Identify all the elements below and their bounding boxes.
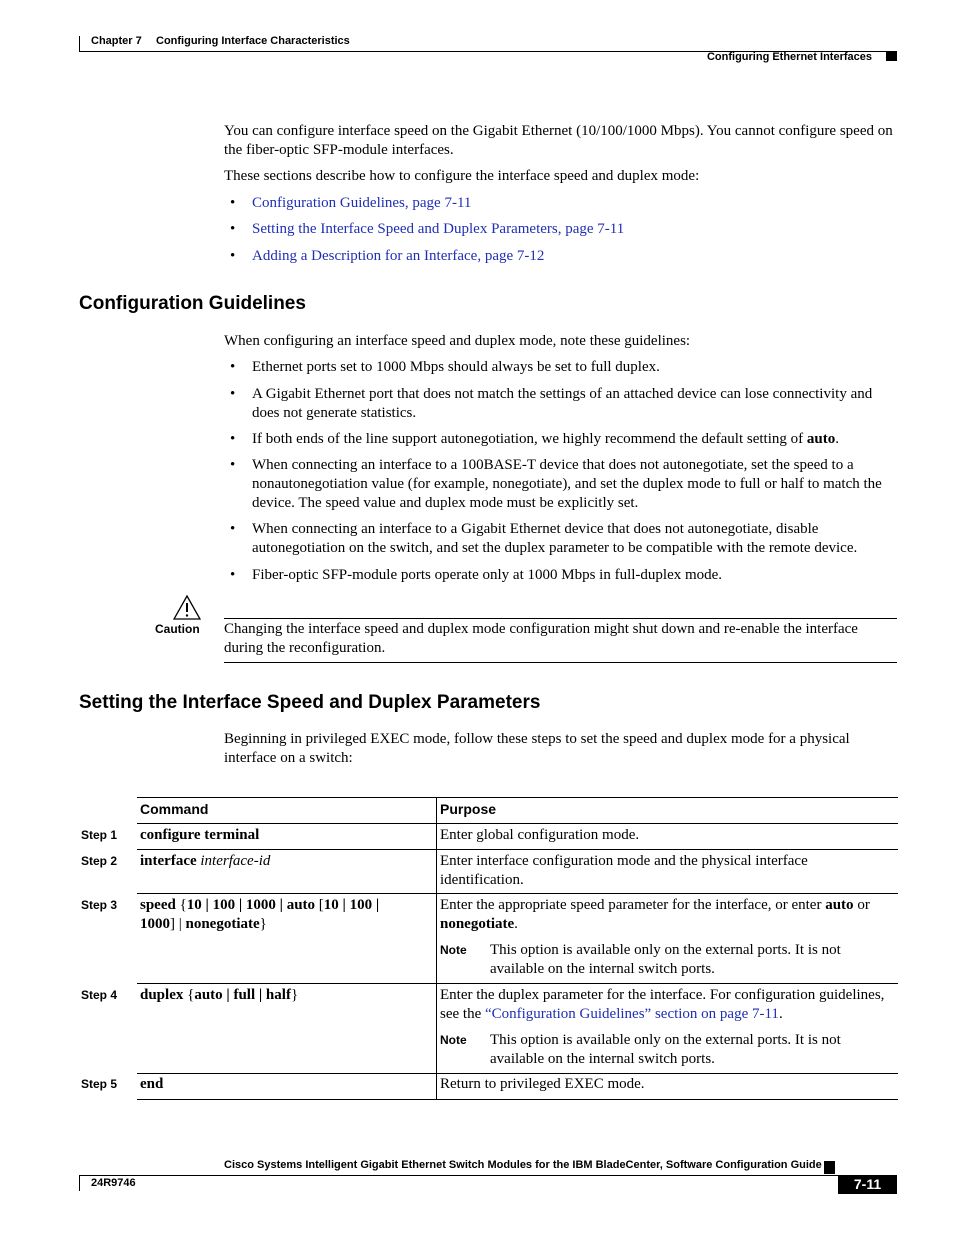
bullet: •: [230, 521, 236, 537]
command-line: speed {10 | 100 | 1000 | auto [10 | 100 |: [140, 897, 380, 913]
command-cell: end: [140, 1076, 164, 1092]
table-rule: [137, 893, 898, 894]
footer-doc-number: 24R9746: [91, 1177, 136, 1189]
note-text: This option is available only on the external ports. It is not available on the internal switch ports.: [490, 1032, 841, 1067]
note-text: This option is available only on the external ports. It is not available on the internal switch ports.: [490, 942, 841, 977]
command-line: 1000] | nonegotiate}: [140, 916, 267, 932]
guideline-text: Ethernet ports set to 1000 Mbps should always be set to full duplex.: [252, 359, 660, 375]
column-header-purpose: Purpose: [440, 801, 497, 817]
footer-rule: [79, 1175, 897, 1176]
note-label: Note: [440, 1033, 467, 1047]
guideline-text: Fiber-optic SFP-module ports operate only at 1000 Mbps in full-duplex mode.: [252, 567, 723, 583]
setting-lead: Beginning in privileged EXEC mode, follow these steps to set the speed and duplex mode for a physical interface on a switch:: [224, 731, 850, 766]
command-cell: duplex {auto | full | half}: [140, 987, 299, 1003]
guideline-text: If both ends of the line support autonegotiation, we highly recommend the default setting of auto.: [252, 431, 839, 447]
table-rule-bottom: [137, 1099, 898, 1100]
guideline-text: When connecting an interface to a 100BASE-T device that does not autonegotiate, set the speed to a nonautonegotiation value (for example, nonegotiate), and set the duplex mode to full or half to match the device. The speed value and duplex mode must be explicitly set.: [252, 457, 882, 511]
bullet: •: [230, 359, 236, 375]
caution-top-rule: [224, 618, 897, 619]
purpose-cell: Enter the appropriate speed parameter for the interface, or enter auto or nonegotiate.: [440, 897, 870, 932]
link-configuration-guidelines-section[interactable]: “Configuration Guidelines” section on page 7-11: [484, 1006, 779, 1022]
purpose-cell: Enter the duplex parameter for the interface. For configuration guidelines, see the “Configuration Guidelines” section on page 7-11.: [440, 987, 885, 1022]
header-chapter: Chapter 7: [91, 35, 142, 47]
bullet: •: [230, 221, 236, 237]
link-configuration-guidelines[interactable]: Configuration Guidelines, page 7-11: [252, 195, 472, 211]
command-cell: [140, 896, 430, 934]
section-heading-guidelines: Configuration Guidelines: [79, 293, 306, 314]
link-setting-speed-duplex[interactable]: Setting the Interface Speed and Duplex Parameters, page 7-11: [252, 221, 625, 237]
bullet: •: [230, 567, 236, 583]
caution-label: Caution: [155, 622, 200, 636]
footer-title: Cisco Systems Intelligent Gigabit Ethernet Switch Modules for the IBM BladeCenter, Software Configuration Guide: [224, 1159, 822, 1171]
header-marker: [886, 51, 897, 61]
header-section: Configuring Ethernet Interfaces: [706, 51, 872, 63]
guidelines-lead: When configuring an interface speed and duplex mode, note these guidelines:: [224, 333, 691, 349]
bullet: •: [230, 457, 236, 473]
column-header-command: Command: [140, 801, 209, 817]
purpose-cell: Enter interface configuration mode and the physical interface identification.: [440, 853, 808, 888]
footer-marker: [824, 1161, 835, 1174]
step-label: Step 5: [81, 1077, 118, 1091]
purpose-cell: Enter global configuration mode.: [440, 827, 640, 843]
header-left-rule: [79, 36, 80, 52]
step-label: Step 4: [81, 988, 118, 1002]
command-cell: configure terminal: [140, 827, 260, 843]
bullet: •: [230, 195, 236, 211]
intro-paragraph-1: You can configure interface speed on the Gigabit Ethernet (10/100/1000 Mbps). You cannot configure speed on the fiber-optic SFP-module interfaces.: [224, 123, 893, 158]
table-rule: [137, 1073, 898, 1074]
table-rule: [137, 849, 898, 850]
link-adding-description[interactable]: Adding a Description for an Interface, page 7-12: [252, 248, 545, 264]
note-label: Note: [440, 943, 467, 957]
step-label: Step 3: [81, 898, 118, 912]
footer-left-rule: [79, 1175, 80, 1191]
header-chapter-title: Configuring Interface Characteristics: [156, 35, 350, 47]
warning-triangle-icon: [173, 595, 201, 620]
step-label: Step 1: [81, 828, 118, 842]
step-label: Step 2: [81, 854, 118, 868]
guideline-text: When connecting an interface to a Gigabit Ethernet device that does not autonegotiate, disable autonegotiation on the switch, and set the duplex parameter to be compatible with the remote device.: [252, 521, 858, 556]
table-rule-top: [137, 797, 898, 798]
bullet: •: [230, 386, 236, 402]
table-rule-header: [137, 823, 898, 824]
bullet: •: [230, 431, 236, 447]
caution-text: Changing the interface speed and duplex mode configuration might shut down and re-enable the interface during the reconfiguration.: [224, 621, 858, 656]
table-rule: [137, 983, 898, 984]
purpose-cell: Return to privileged EXEC mode.: [440, 1076, 645, 1092]
command-cell: interface interface-id: [140, 853, 271, 869]
section-heading-setting: Setting the Interface Speed and Duplex Parameters: [79, 692, 541, 713]
guideline-text: A Gigabit Ethernet port that does not match the settings of an attached device can lose connectivity and does not generate statistics.: [252, 386, 873, 421]
caution-bottom-rule: [224, 662, 897, 663]
intro-paragraph-2: These sections describe how to configure the interface speed and duplex mode:: [224, 168, 700, 184]
table-column-divider: [436, 797, 437, 1100]
bullet: •: [230, 248, 236, 264]
page-number: 7-11: [838, 1175, 897, 1194]
